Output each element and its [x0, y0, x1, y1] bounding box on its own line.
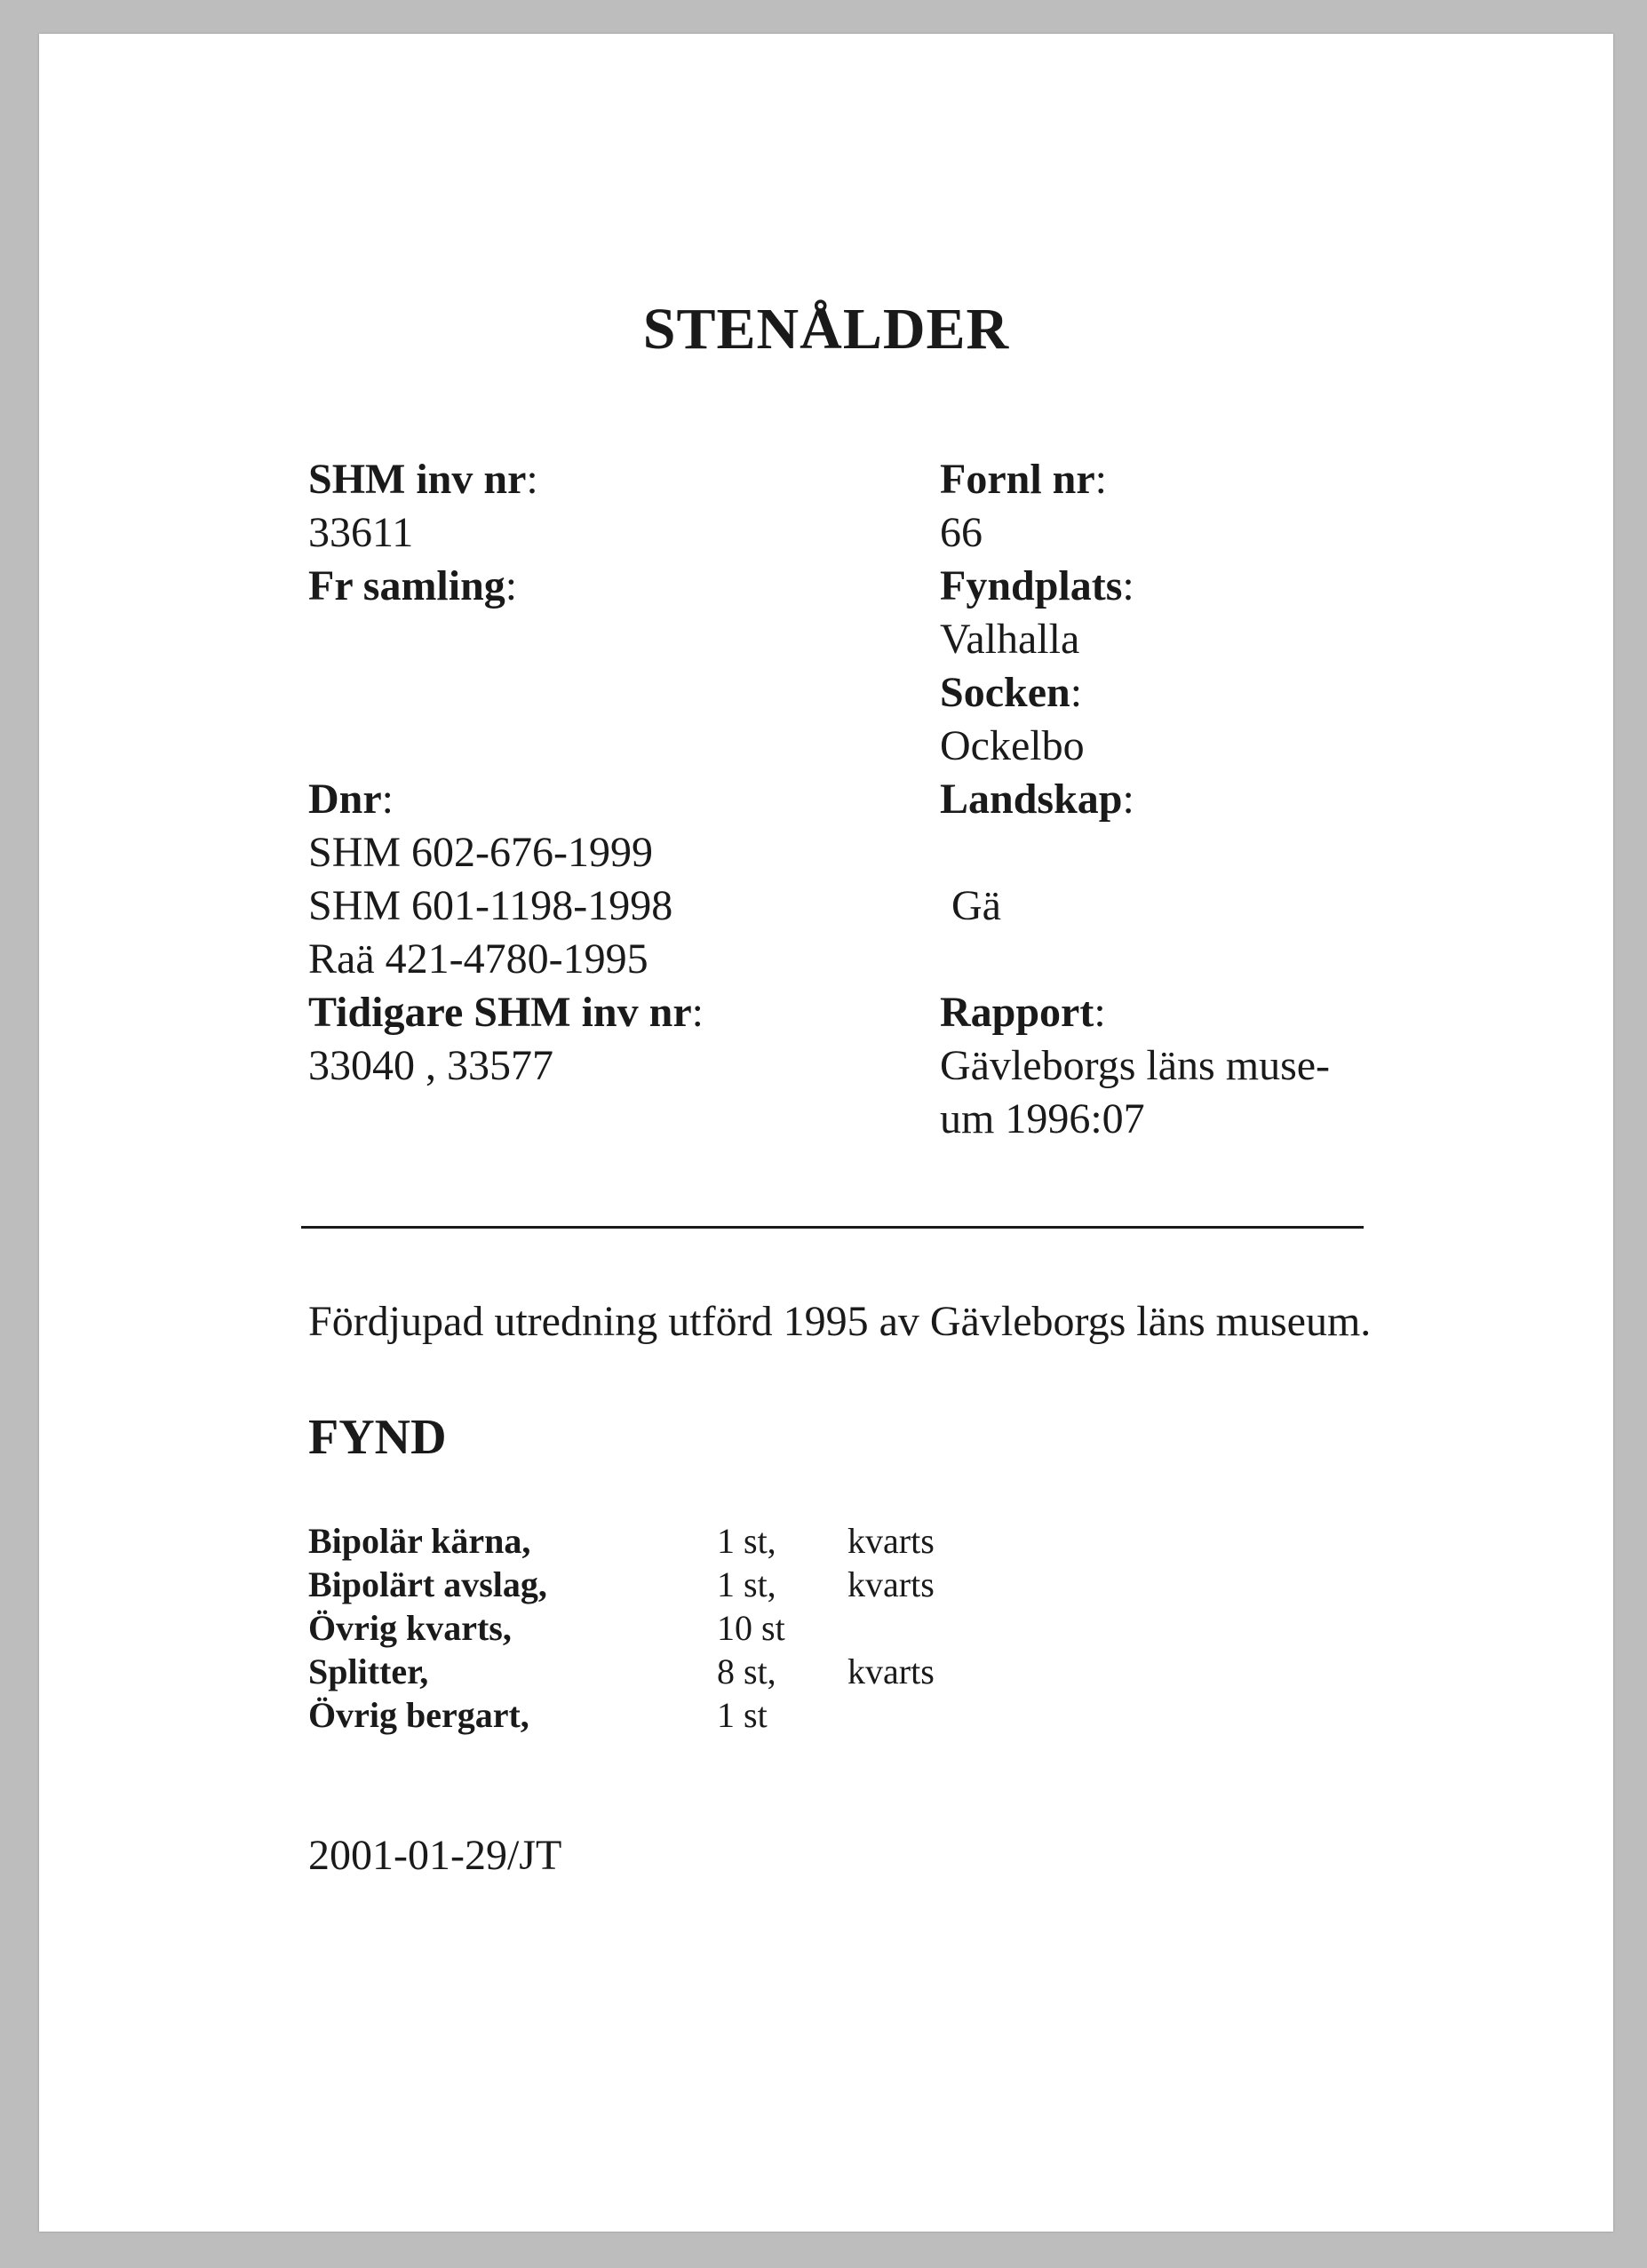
find-name: Splitter,	[308, 1651, 429, 1691]
fornl-label: Fornl nr:	[940, 456, 1107, 503]
find-qty: 1 st	[717, 1695, 768, 1735]
find-material: kvarts	[847, 1521, 935, 1561]
tidigare-shm-inv-value: 33040 , 33577	[308, 1042, 553, 1089]
dnr-value: SHM 602-676-1999	[308, 829, 654, 876]
find-name: Övrig kvarts,	[308, 1608, 512, 1648]
socken-value: Ockelbo	[940, 722, 1085, 769]
dnr-value: SHM 601-1198-1998	[308, 882, 673, 929]
find-name: Övrig bergart,	[308, 1695, 529, 1735]
dnr-value: Raä 421-4780-1995	[308, 935, 648, 983]
tidigare-shm-inv-label: Tidigare SHM inv nr:	[308, 989, 704, 1036]
fyndplats-value: Valhalla	[940, 616, 1080, 663]
document-page	[39, 34, 1613, 2232]
find-qty: 10 st	[717, 1608, 785, 1648]
rapport-value-line1: Gävleborgs läns muse-	[940, 1042, 1331, 1089]
find-name: Bipolär kärna,	[308, 1521, 531, 1561]
rapport-value-line2: um 1996:07	[940, 1095, 1145, 1142]
find-material: kvarts	[847, 1651, 935, 1691]
socken-label: Socken:	[940, 669, 1083, 716]
rapport-label: Rapport:	[940, 989, 1106, 1036]
landskap-label: Landskap:	[940, 776, 1134, 823]
paragraph: Fördjupad utredning utförd 1995 av Gävleborgs läns museum.	[308, 1298, 1372, 1345]
fornl-value: 66	[940, 509, 983, 556]
dnr-label: Dnr:	[308, 776, 394, 823]
shm-inv-label: SHM inv nr:	[308, 456, 538, 503]
page-title: STENÅLDER	[642, 297, 1010, 362]
fr-samling-label: Fr samling:	[308, 562, 518, 609]
fyndplats-label: Fyndplats:	[940, 562, 1134, 609]
find-material: kvarts	[847, 1564, 935, 1604]
find-qty: 1 st,	[717, 1521, 776, 1561]
find-name: Bipolärt avslag,	[308, 1564, 547, 1604]
find-qty: 8 st,	[717, 1651, 776, 1691]
find-qty: 1 st,	[717, 1564, 776, 1604]
shm-inv-value: 33611	[308, 509, 414, 556]
fynd-heading: FYND	[308, 1410, 447, 1465]
date-signature: 2001-01-29/JT	[308, 1832, 562, 1879]
divider	[301, 1226, 1364, 1229]
landskap-value: Gä	[951, 882, 1001, 929]
